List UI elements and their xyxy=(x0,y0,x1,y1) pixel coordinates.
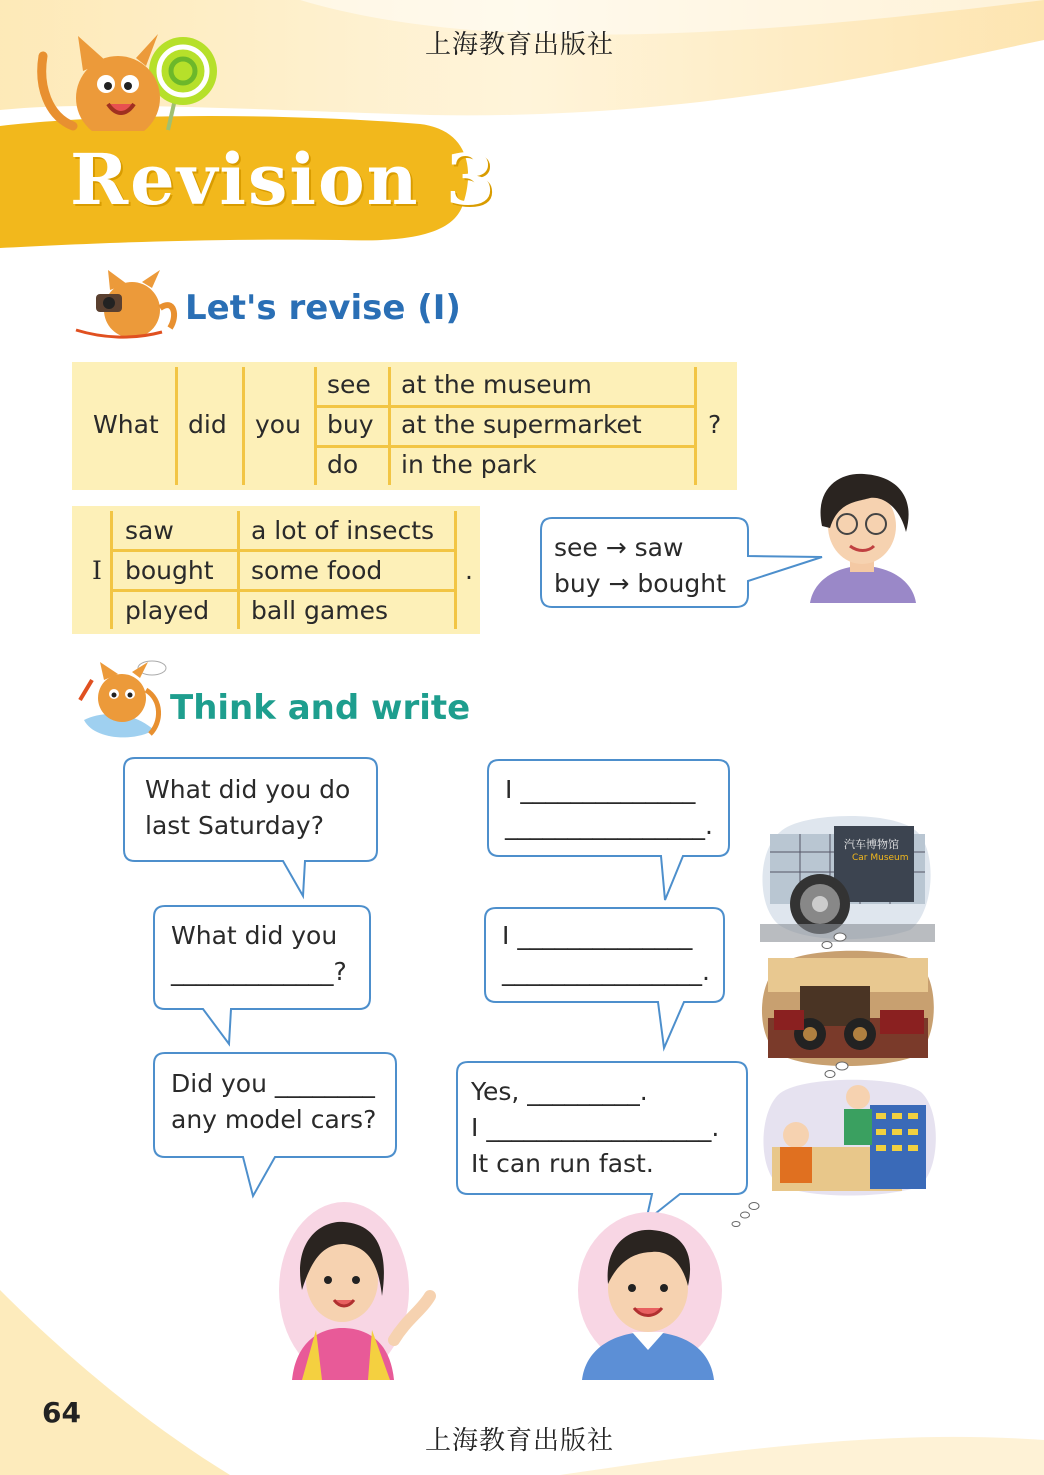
museum-sign-cn: 汽车博物馆 xyxy=(844,838,899,851)
boy-portrait-icon xyxy=(572,1210,727,1380)
table-verb-saw: saw xyxy=(125,516,174,545)
page-title: Revision 3 xyxy=(70,138,497,221)
museum-sign-en: Car Museum xyxy=(852,853,909,863)
think-and-write-heading: Think and write xyxy=(170,688,471,728)
table-verb-bought: bought xyxy=(125,556,214,585)
page-number: 64 xyxy=(42,1396,81,1429)
boy-bubble-1-line2[interactable]: ________________. xyxy=(505,811,713,840)
publisher-footer: 上海教育出版社 xyxy=(425,1426,615,1456)
teacher-bubble-line1: see → saw xyxy=(554,533,684,562)
table-object-food: some food xyxy=(251,556,383,585)
girl-bubble-1-line2: last Saturday? xyxy=(145,811,324,840)
girl-bubble-2-answer-blank[interactable]: _____________? xyxy=(171,957,347,986)
question-pattern-table xyxy=(72,362,737,490)
thought-dots-3 xyxy=(728,1198,762,1232)
boy-bubble-1-line1[interactable]: I ______________ xyxy=(505,775,696,804)
table-word-you: you xyxy=(255,410,301,439)
table-object-games: ball games xyxy=(251,596,388,625)
boy-bubble-2-line2[interactable]: ________________. xyxy=(502,957,710,986)
cat-writing-icon xyxy=(74,660,170,745)
boy-bubble-3-line3: It can run fast. xyxy=(471,1149,654,1178)
publisher-header: 上海教育出版社 xyxy=(425,30,615,60)
table-subject-i: I xyxy=(92,556,102,585)
table-period: . xyxy=(465,556,473,585)
table-question-mark: ? xyxy=(708,410,722,439)
lets-revise-heading: Let's revise (I) xyxy=(185,288,461,328)
boy-bubble-3-line2[interactable]: I __________________. xyxy=(471,1113,720,1142)
cat-lollipop-icon xyxy=(28,26,228,131)
table-place-museum: at the museum xyxy=(401,370,592,399)
table-verb-do: do xyxy=(327,450,359,479)
boy-bubble-3-line1[interactable]: Yes, _________. xyxy=(471,1077,648,1106)
table-place-supermarket: at the supermarket xyxy=(401,410,642,439)
table-word-did: did xyxy=(188,410,227,439)
answer-pattern-table xyxy=(72,506,480,634)
antique-cars-scene-image xyxy=(760,948,935,1066)
cat-camera-icon xyxy=(72,268,182,343)
teacher-portrait-icon xyxy=(800,468,925,603)
car-museum-scene-image xyxy=(760,812,935,942)
table-word-what: What xyxy=(93,410,159,439)
boy-bubble-2-line1[interactable]: I ______________ xyxy=(502,921,693,950)
table-place-park: in the park xyxy=(401,450,537,479)
toy-shop-scene-image xyxy=(762,1077,940,1197)
girl-bubble-3-line1[interactable]: Did you ________ xyxy=(171,1069,375,1098)
girl-bubble-3-line2: any model cars? xyxy=(171,1105,377,1134)
teacher-bubble-line2: buy → bought xyxy=(554,569,726,598)
table-verb-played: played xyxy=(125,596,210,625)
table-verb-see: see xyxy=(327,370,371,399)
girl-portrait-icon xyxy=(272,1200,437,1380)
girl-bubble-1-line1: What did you do xyxy=(145,775,351,804)
table-verb-buy: buy xyxy=(327,410,374,439)
girl-bubble-2-line1: What did you xyxy=(171,921,338,950)
table-object-insects: a lot of insects xyxy=(251,516,435,545)
